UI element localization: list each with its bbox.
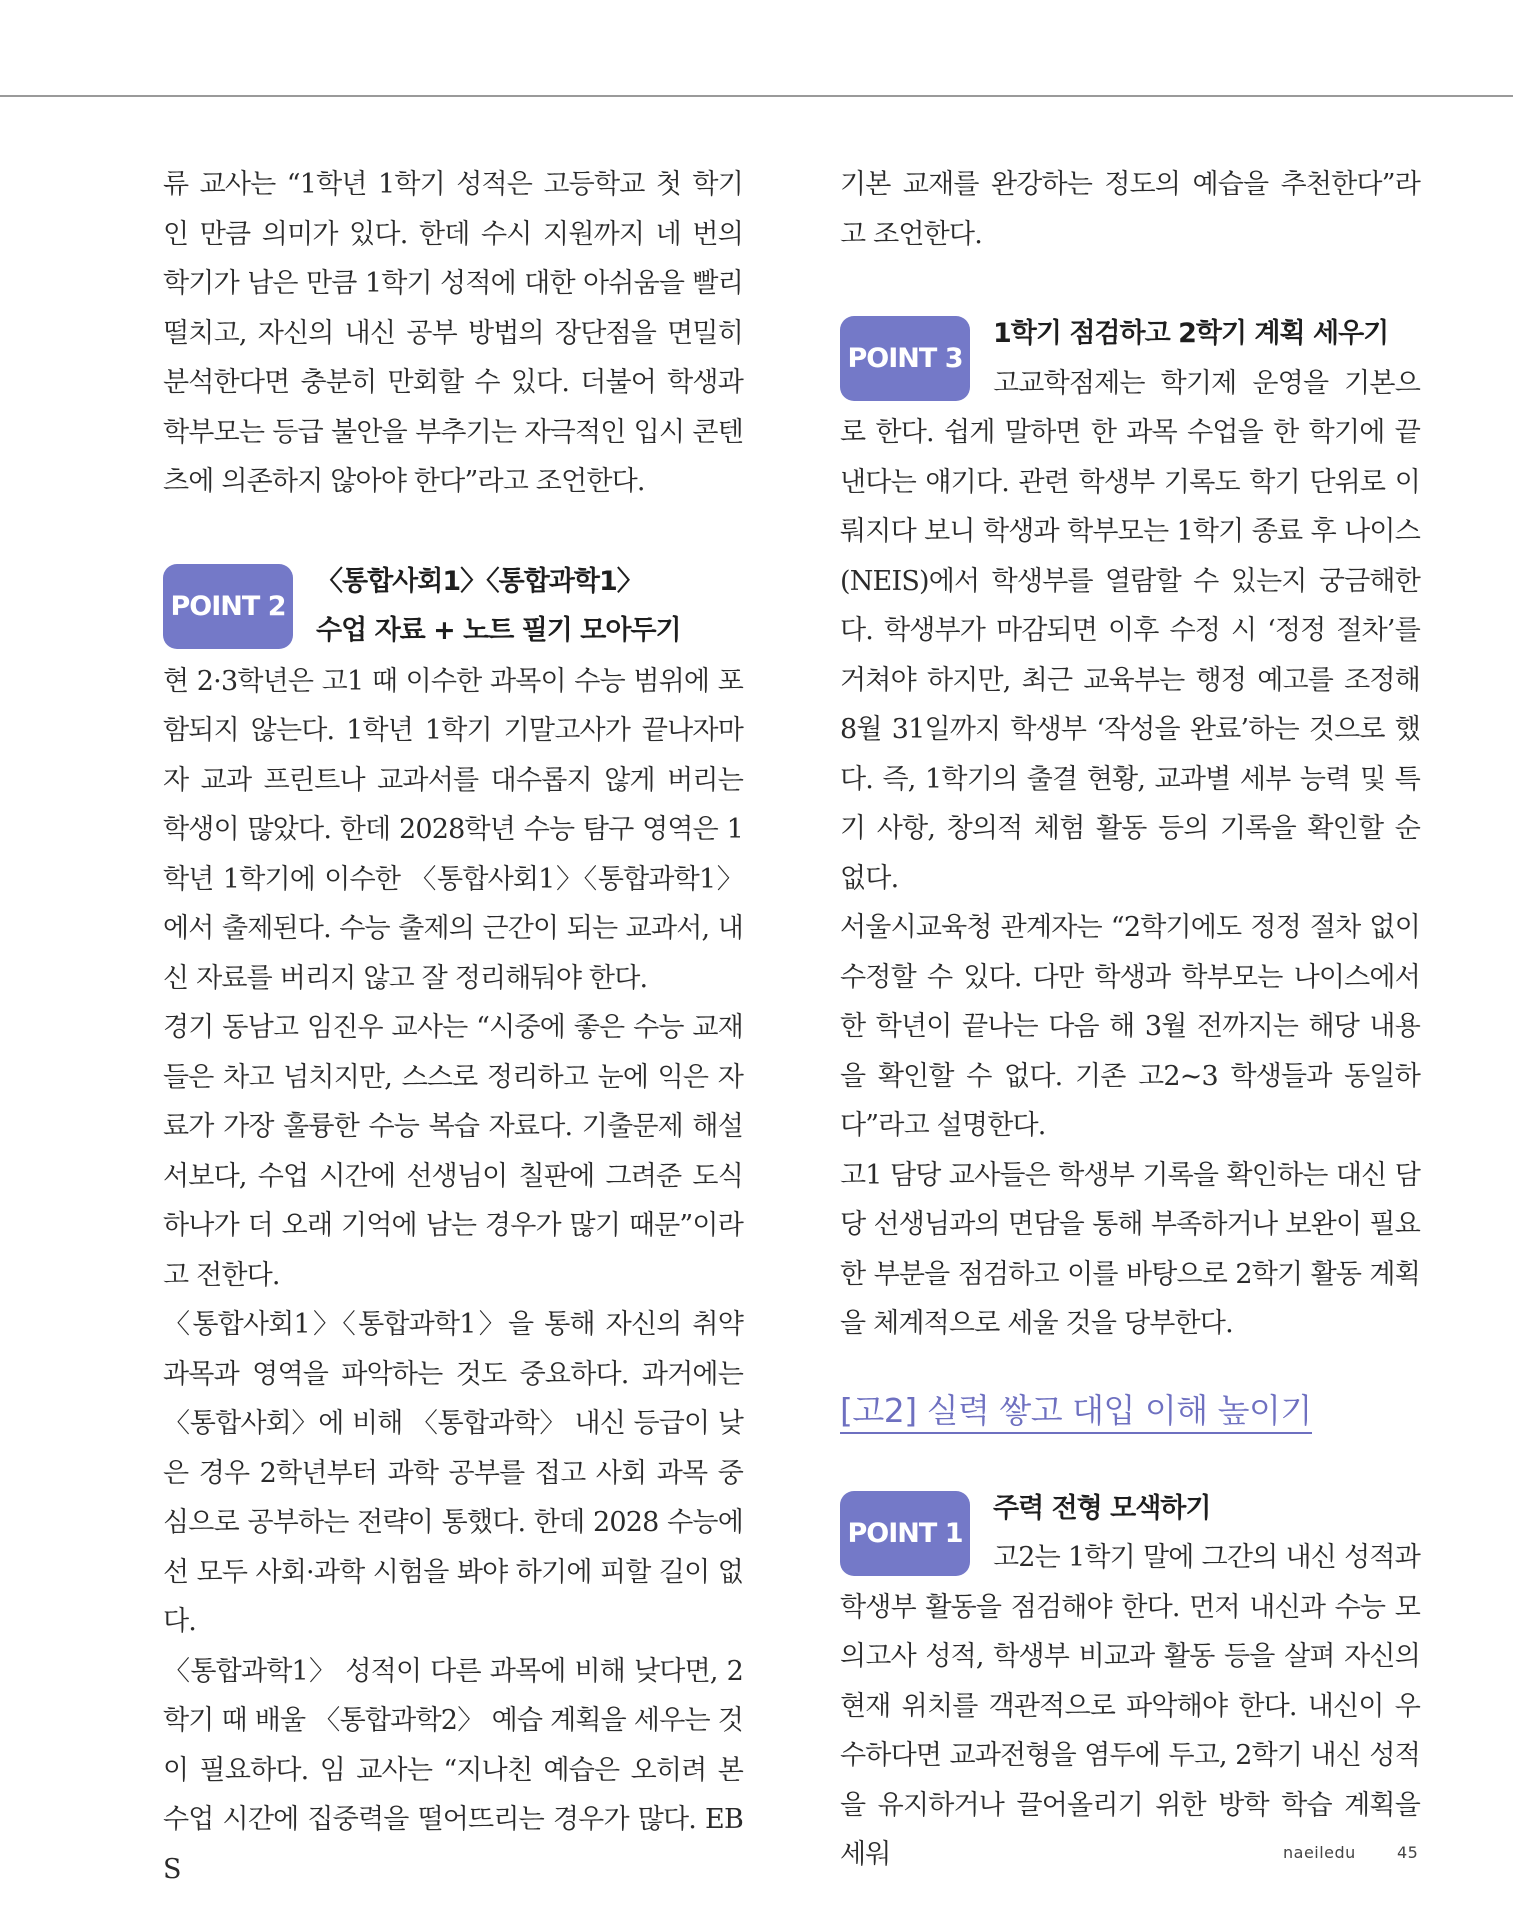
- point3-block: [840, 309, 1420, 903]
- left-paragraph-4: 〈통합사회1〉〈통합과학1〉을 통해 자신의 취약 과목과 영역을 파악하는 것도 중요하다. 과거에는 〈통합사회〉에 비해 〈통합과학〉 내신 등급이 낮은 경우 2학년부터 과학 공부를 접고 사회 과목 중심으로 공부하는 전략이 통했다. 한데 2028 수능에선 모두 사회·과학 시험을 봐야 하기에 피할 길이 없다.: [163, 1309, 743, 1637]
- point2-title-line2: 수업 자료 + 노트 필기 모아두기: [316, 615, 681, 646]
- point1-block: [840, 1484, 1420, 1880]
- left-paragraph-5: 〈통합과학1〉 성적이 다른 과목에 비해 낮다면, 2학기 때 배울 〈통합과학2〉 예습 계획을 세우는 것이 필요하다. 임 교사는 “지나친 예습은 오히려 본 수업 시간에 집중력을 떨어뜨리는 경우가 많다. EBS: [163, 1655, 743, 1885]
- right-paragraph-1: 기본 교재를 완강하는 정도의 예습을 추천한다”라고 조언한다.: [840, 169, 1420, 250]
- point1-badge: POINT 1: [840, 1491, 970, 1576]
- point2-title-line1: 〈통합사회1〉〈통합과학1〉: [316, 565, 643, 597]
- point3-badge: POINT 3: [840, 316, 970, 401]
- right-paragraph-4: 고1 담당 교사들은 학생부 기록을 확인하는 대신 담당 선생님과의 면담을 통해 부족하거나 보완이 필요한 부분을 점검하고 이를 바탕으로 2학기 활동 계획을 체계적으로 세울 것을 당부한다.: [840, 1159, 1420, 1339]
- section-heading: [고2] 실력 쌓고 대입 이해 높이기: [840, 1391, 1312, 1434]
- left-column: [163, 160, 743, 1894]
- right-paragraph-5: 고2는 1학기 말에 그간의 내신 성적과 학생부 활동을 점검해야 한다. 먼저 내신과 수능 모의고사 성적, 학생부 비교과 활동 등을 살펴 자신의 현재 위치를 객관적으로 파악해야 한다. 내신이 우수하다면 교과전형을 염두에 두고, 2학기 내신 성적을 유지하거나 끌어올리기 위한 방학 학습 계획을 세워: [840, 1542, 1420, 1870]
- section-heading-wrap: [840, 1391, 1420, 1434]
- top-rule: [0, 95, 1513, 97]
- footer-page-number: 45: [1397, 1843, 1419, 1862]
- right-paragraph-2: 고교학점제는 학기제 운영을 기본으로 한다. 쉽게 말하면 한 과목 수업을 한 학기에 끝낸다는 얘기다. 관련 학생부 기록도 학기 단위로 이뤄지다 보니 학생과 학부모는 1학기 종료 후 나이스(NEIS)에서 학생부를 열람할 수 있는지 궁금해한다. 학생부가 마감되면 이후 수정 시 ‘정정 절차’를 거쳐야 하지만, 최근 교육부는 행정 예고를 조정해 8월 31일까지 학생부 ‘작성을 완료’하는 것으로 했다. 즉, 1학기의 출결 현황, 교과별 세부 능력 및 특기 사항, 창의적 체험 활동 등의 기록을 확인할 순 없다.: [840, 367, 1420, 894]
- left-paragraph-2: 현 2·3학년은 고1 때 이수한 과목이 수능 범위에 포함되지 않는다. 1학년 1학기 기말고사가 끝나자마자 교과 프린트나 교과서를 대수롭지 않게 버리는 학생이 많았다. 한데 2028학년 수능 탐구 영역은 1학년 1학기에 이수한 〈통합사회1〉〈통합과학1〉에서 출제된다. 수능 출제의 근간이 되는 교과서, 내신 자료를 버리지 않고 잘 정리해둬야 한다.: [163, 665, 743, 994]
- footer-brand: naeiledu: [1283, 1843, 1356, 1862]
- point1-title: 주력 전형 모색하기: [993, 1492, 1211, 1524]
- right-column: [840, 160, 1420, 1880]
- point2-badge: POINT 2: [163, 564, 293, 649]
- point3-title: 1학기 점검하고 2학기 계획 세우기: [993, 318, 1389, 349]
- right-paragraph-3: 서울시교육청 관계자는 “2학기에도 정정 절차 없이 수정할 수 있다. 다만 학생과 학부모는 나이스에서 한 학년이 끝나는 다음 해 3월 전까지는 해당 내용을 확인할 수 없다. 기존 고2~3 학생들과 동일하다”라고 설명한다.: [840, 912, 1420, 1141]
- point2-block: [163, 557, 743, 657]
- left-paragraph-3: 경기 동남고 임진우 교사는 “시중에 좋은 수능 교재들은 차고 넘치지만, 스스로 정리하고 눈에 익은 자료가 가장 훌륭한 수능 복습 자료다. 기출문제 해설서보다, 수업 시간에 선생님이 칠판에 그려준 도식 하나가 더 오래 기억에 남는 경우가 많기 때문”이라고 전한다.: [163, 1012, 743, 1291]
- left-paragraph-1: 류 교사는 “1학년 1학기 성적은 고등학교 첫 학기인 만큼 의미가 있다. 한데 수시 지원까지 네 번의 학기가 남은 만큼 1학기 성적에 대한 아쉬움을 빨리 떨치고, 자신의 내신 공부 방법의 장단점을 면밀히 분석한다면 충분히 만회할 수 있다. 더불어 학생과 학부모는 등급 불안을 부추기는 자극적인 입시 콘텐츠에 의존하지 않아야 한다”라고 조언한다.: [163, 169, 743, 497]
